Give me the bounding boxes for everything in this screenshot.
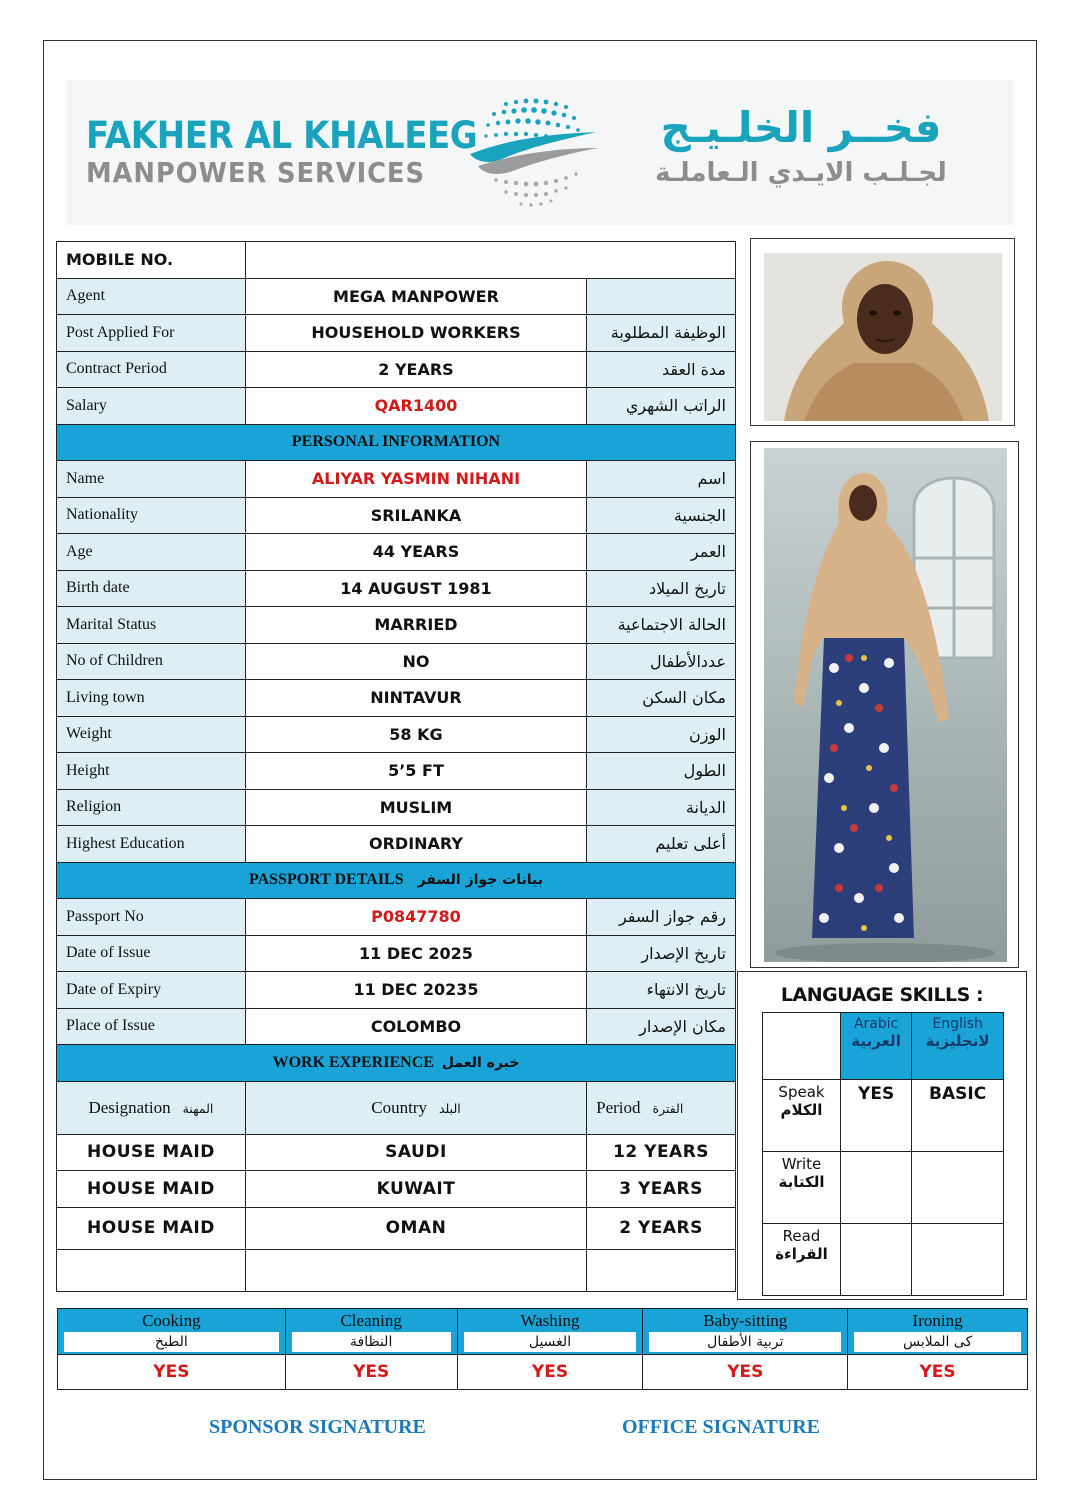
work-country: SAUDI	[245, 1134, 586, 1171]
work-section-label: WORK EXPERIENCE	[272, 1053, 434, 1071]
name-label: Name	[57, 461, 246, 498]
weight-label: Weight	[57, 716, 246, 753]
living-town-arabic-label: مكان السكن	[587, 680, 736, 717]
arabic-column-header	[841, 1013, 912, 1080]
salary-arabic-label: الراتب الشهري	[587, 388, 736, 425]
table-row	[57, 789, 736, 826]
english-column-header	[912, 1013, 1004, 1080]
work-period: 12 YEARS	[587, 1134, 736, 1171]
read-label: Read	[782, 1227, 821, 1245]
write-arabic-value	[841, 1152, 912, 1224]
nationality-arabic-label: الجنسية	[587, 497, 736, 534]
work-country: OMAN	[245, 1207, 586, 1249]
table-row	[57, 1008, 736, 1045]
table-row	[57, 716, 736, 753]
place-of-issue-value: COLOMBO	[245, 1008, 586, 1045]
nationality-label: Nationality	[57, 497, 246, 534]
passport-no-label: Passport No	[57, 899, 246, 936]
skills-table	[57, 1308, 1028, 1390]
post-label: Post Applied For	[57, 315, 246, 352]
table-row	[57, 570, 736, 607]
birth-date-value: 14 AUGUST 1981	[245, 570, 586, 607]
period-header-label: Period	[596, 1097, 641, 1117]
read-label-arabic: القراءة	[775, 1245, 828, 1263]
height-arabic-label: الطول	[587, 753, 736, 790]
age-label: Age	[57, 534, 246, 571]
arabic-label: Arabic	[853, 1016, 899, 1032]
marital-status-value: MARRIED	[245, 607, 586, 644]
skill-ironing-label: Ironing	[912, 1311, 963, 1330]
children-arabic-label: عددالأطفال	[587, 643, 736, 680]
weight-value: 58 KG	[245, 716, 586, 753]
name-arabic-label: اسم	[587, 461, 736, 498]
speak-label: Speak	[778, 1083, 825, 1101]
salary-value: QAR1400	[245, 388, 586, 425]
religion-value: MUSLIM	[245, 789, 586, 826]
work-period: 3 YEARS	[587, 1171, 736, 1208]
skill-babysitting-arabic: تربية الأطفال	[649, 1332, 841, 1352]
designation-header-arabic: المهنة	[182, 1100, 214, 1116]
issue-date-label: Date of Issue	[57, 935, 246, 972]
skills-header-row	[58, 1309, 1028, 1355]
table-row	[763, 1080, 1004, 1152]
work-designation: HOUSE MAID	[57, 1134, 246, 1171]
skill-washing-label: Washing	[520, 1311, 580, 1330]
table-row	[57, 461, 736, 498]
birth-date-label: Birth date	[57, 570, 246, 607]
skill-cooking-value: YES	[58, 1355, 286, 1390]
skill-ironing-arabic: كى الملابس	[854, 1332, 1021, 1352]
table-row	[57, 753, 736, 790]
agent-arabic-label	[587, 278, 736, 315]
speak-english-value: BASIC	[912, 1080, 1004, 1152]
marital-status-label: Marital Status	[57, 607, 246, 644]
mobile-value	[245, 242, 735, 279]
language-skills-panel	[737, 971, 1027, 1300]
designation-header	[57, 1081, 246, 1134]
country-header	[245, 1081, 586, 1134]
agent-label: Agent	[57, 278, 246, 315]
country-header-label: Country	[371, 1097, 427, 1117]
read-label-cell	[763, 1224, 841, 1296]
skill-cooking-label: Cooking	[142, 1311, 201, 1330]
country-header-arabic: البلد	[438, 1100, 461, 1116]
work-period	[587, 1249, 736, 1291]
full-length-photo	[764, 448, 1007, 962]
table-row	[57, 1207, 736, 1249]
speak-label-arabic: الكلام	[780, 1101, 823, 1119]
table-row	[57, 643, 736, 680]
children-label: No of Children	[57, 643, 246, 680]
post-value: HOUSEHOLD WORKERS	[245, 315, 586, 352]
language-skills-table	[762, 1012, 1004, 1296]
place-of-issue-label: Place of Issue	[57, 1008, 246, 1045]
place-of-issue-arabic-label: مكان الإصدار	[587, 1008, 736, 1045]
contract-arabic-label: مدة العقد	[587, 351, 736, 388]
table-row	[57, 680, 736, 717]
work-period: 2 YEARS	[587, 1207, 736, 1249]
read-arabic-value	[841, 1224, 912, 1296]
issue-date-value: 11 DEC 2025	[245, 935, 586, 972]
brand-english	[86, 116, 511, 190]
period-header-arabic: الفترة	[652, 1100, 684, 1116]
skill-cooking-arabic: الطبخ	[64, 1332, 279, 1352]
language-skills-title: LANGUAGE SKILLS :	[780, 984, 984, 1006]
skill-ironing-header	[848, 1309, 1028, 1355]
table-row	[57, 826, 736, 863]
work-country: KUWAIT	[245, 1171, 586, 1208]
section-header-passport	[57, 862, 736, 899]
portrait-photo-image	[764, 253, 1002, 421]
read-english-value	[912, 1224, 1004, 1296]
write-label-arabic: الكتابة	[778, 1173, 825, 1191]
table-row	[57, 534, 736, 571]
contract-label: Contract Period	[57, 351, 246, 388]
portrait-photo-frame	[750, 238, 1015, 426]
write-label-cell	[763, 1152, 841, 1224]
table-row	[57, 278, 736, 315]
office-signature-label: OFFICE SIGNATURE	[622, 1416, 820, 1438]
language-header-row	[763, 1013, 1004, 1080]
passport-section-arabic: بيانات جواز السفر	[417, 872, 543, 889]
english-label-arabic: لانجليزية	[925, 1032, 990, 1050]
skill-cleaning-arabic: النظافة	[292, 1332, 451, 1352]
height-label: Height	[57, 753, 246, 790]
weight-arabic-label: الوزن	[587, 716, 736, 753]
speak-label-cell	[763, 1080, 841, 1152]
passport-no-value: P0847780	[245, 899, 586, 936]
skill-cleaning-value: YES	[285, 1355, 457, 1390]
table-row	[763, 1224, 1004, 1296]
skill-babysitting-header	[643, 1309, 848, 1355]
table-row	[763, 1152, 1004, 1224]
write-english-value	[912, 1152, 1004, 1224]
table-row	[57, 972, 736, 1009]
personal-section-title: PERSONAL INFORMATION	[57, 424, 736, 461]
passport-no-arabic-label: رقم جواز السفر	[587, 899, 736, 936]
work-designation	[57, 1249, 246, 1291]
table-row	[57, 935, 736, 972]
brand-arabic	[621, 100, 981, 190]
full-length-photo-frame	[750, 441, 1019, 968]
education-label: Highest Education	[57, 826, 246, 863]
agent-value: MEGA MANPOWER	[245, 278, 586, 315]
skills-value-row	[58, 1355, 1028, 1390]
work-header-row	[57, 1081, 736, 1134]
living-town-label: Living town	[57, 680, 246, 717]
table-row	[57, 315, 736, 352]
sponsor-signature-label: SPONSOR SIGNATURE	[209, 1416, 426, 1438]
work-designation: HOUSE MAID	[57, 1207, 246, 1249]
salary-label: Salary	[57, 388, 246, 425]
table-row	[57, 1249, 736, 1291]
skill-cleaning-label: Cleaning	[340, 1311, 402, 1330]
table-row	[57, 351, 736, 388]
globe-logo-icon	[466, 92, 601, 212]
age-value: 44 YEARS	[245, 534, 586, 571]
letterhead	[66, 80, 1014, 225]
table-row	[57, 1134, 736, 1171]
children-value: NO	[245, 643, 586, 680]
designation-header-label: Designation	[88, 1097, 171, 1117]
bio-data-table	[56, 241, 736, 1292]
expiry-date-arabic-label: تاريخ الانتهاء	[587, 972, 736, 1009]
height-value: 5’5 FT	[245, 753, 586, 790]
work-section-arabic: خبره العمل	[441, 1054, 520, 1071]
english-label: English	[932, 1016, 983, 1032]
issue-date-arabic-label: تاريخ الإصدار	[587, 935, 736, 972]
expiry-date-label: Date of Expiry	[57, 972, 246, 1009]
table-row	[57, 242, 736, 279]
education-arabic-label: أعلى تعليم	[587, 826, 736, 863]
table-row	[57, 497, 736, 534]
skill-washing-header	[457, 1309, 643, 1355]
work-country	[245, 1249, 586, 1291]
table-row	[57, 899, 736, 936]
skill-babysitting-value: YES	[643, 1355, 848, 1390]
passport-section-title	[57, 862, 736, 899]
speak-arabic-value: YES	[841, 1080, 912, 1152]
expiry-date-value: 11 DEC 20235	[245, 972, 586, 1009]
religion-arabic-label: الديانة	[587, 789, 736, 826]
skill-ironing-value: YES	[848, 1355, 1028, 1390]
work-section-title	[57, 1045, 736, 1082]
post-arabic-label: الوظيفة المطلوبة	[587, 315, 736, 352]
birth-date-arabic-label: تاريخ الميلاد	[587, 570, 736, 607]
section-header-personal	[57, 424, 736, 461]
nationality-value: SRILANKA	[245, 497, 586, 534]
skill-cleaning-header	[285, 1309, 457, 1355]
company-subtitle-arabic: لجـلـب الايـدي الـعاملـة	[655, 158, 947, 188]
company-name-arabic: فخــر الخلـيـج	[660, 103, 942, 152]
skill-babysitting-label: Baby-sitting	[703, 1311, 788, 1330]
religion-label: Religion	[57, 789, 246, 826]
mobile-label: MOBILE NO.	[57, 242, 246, 279]
name-value: ALIYAR YASMIN NIHANI	[245, 461, 586, 498]
section-header-work	[57, 1045, 736, 1082]
work-designation: HOUSE MAID	[57, 1171, 246, 1208]
contract-value: 2 YEARS	[245, 351, 586, 388]
write-label: Write	[781, 1155, 822, 1173]
skill-cooking-header	[58, 1309, 286, 1355]
table-row	[57, 1171, 736, 1208]
portrait-photo	[764, 253, 1002, 421]
full-length-photo-image	[764, 448, 1007, 962]
skill-washing-arabic: الغسيل	[464, 1332, 637, 1352]
table-row	[57, 388, 736, 425]
education-value: ORDINARY	[245, 826, 586, 863]
living-town-value: NINTAVUR	[245, 680, 586, 717]
period-header	[587, 1081, 736, 1134]
passport-section-label: PASSPORT DETAILS	[249, 871, 404, 889]
skill-washing-value: YES	[457, 1355, 643, 1390]
company-name: FAKHER AL KHALEEG	[86, 114, 478, 157]
arabic-label-arabic: العربية	[851, 1032, 901, 1050]
language-corner-cell	[763, 1013, 841, 1080]
age-arabic-label: العمر	[587, 534, 736, 571]
table-row	[57, 607, 736, 644]
company-subtitle: MANPOWER SERVICES	[86, 156, 425, 189]
marital-status-arabic-label: الحالة الاجتماعية	[587, 607, 736, 644]
